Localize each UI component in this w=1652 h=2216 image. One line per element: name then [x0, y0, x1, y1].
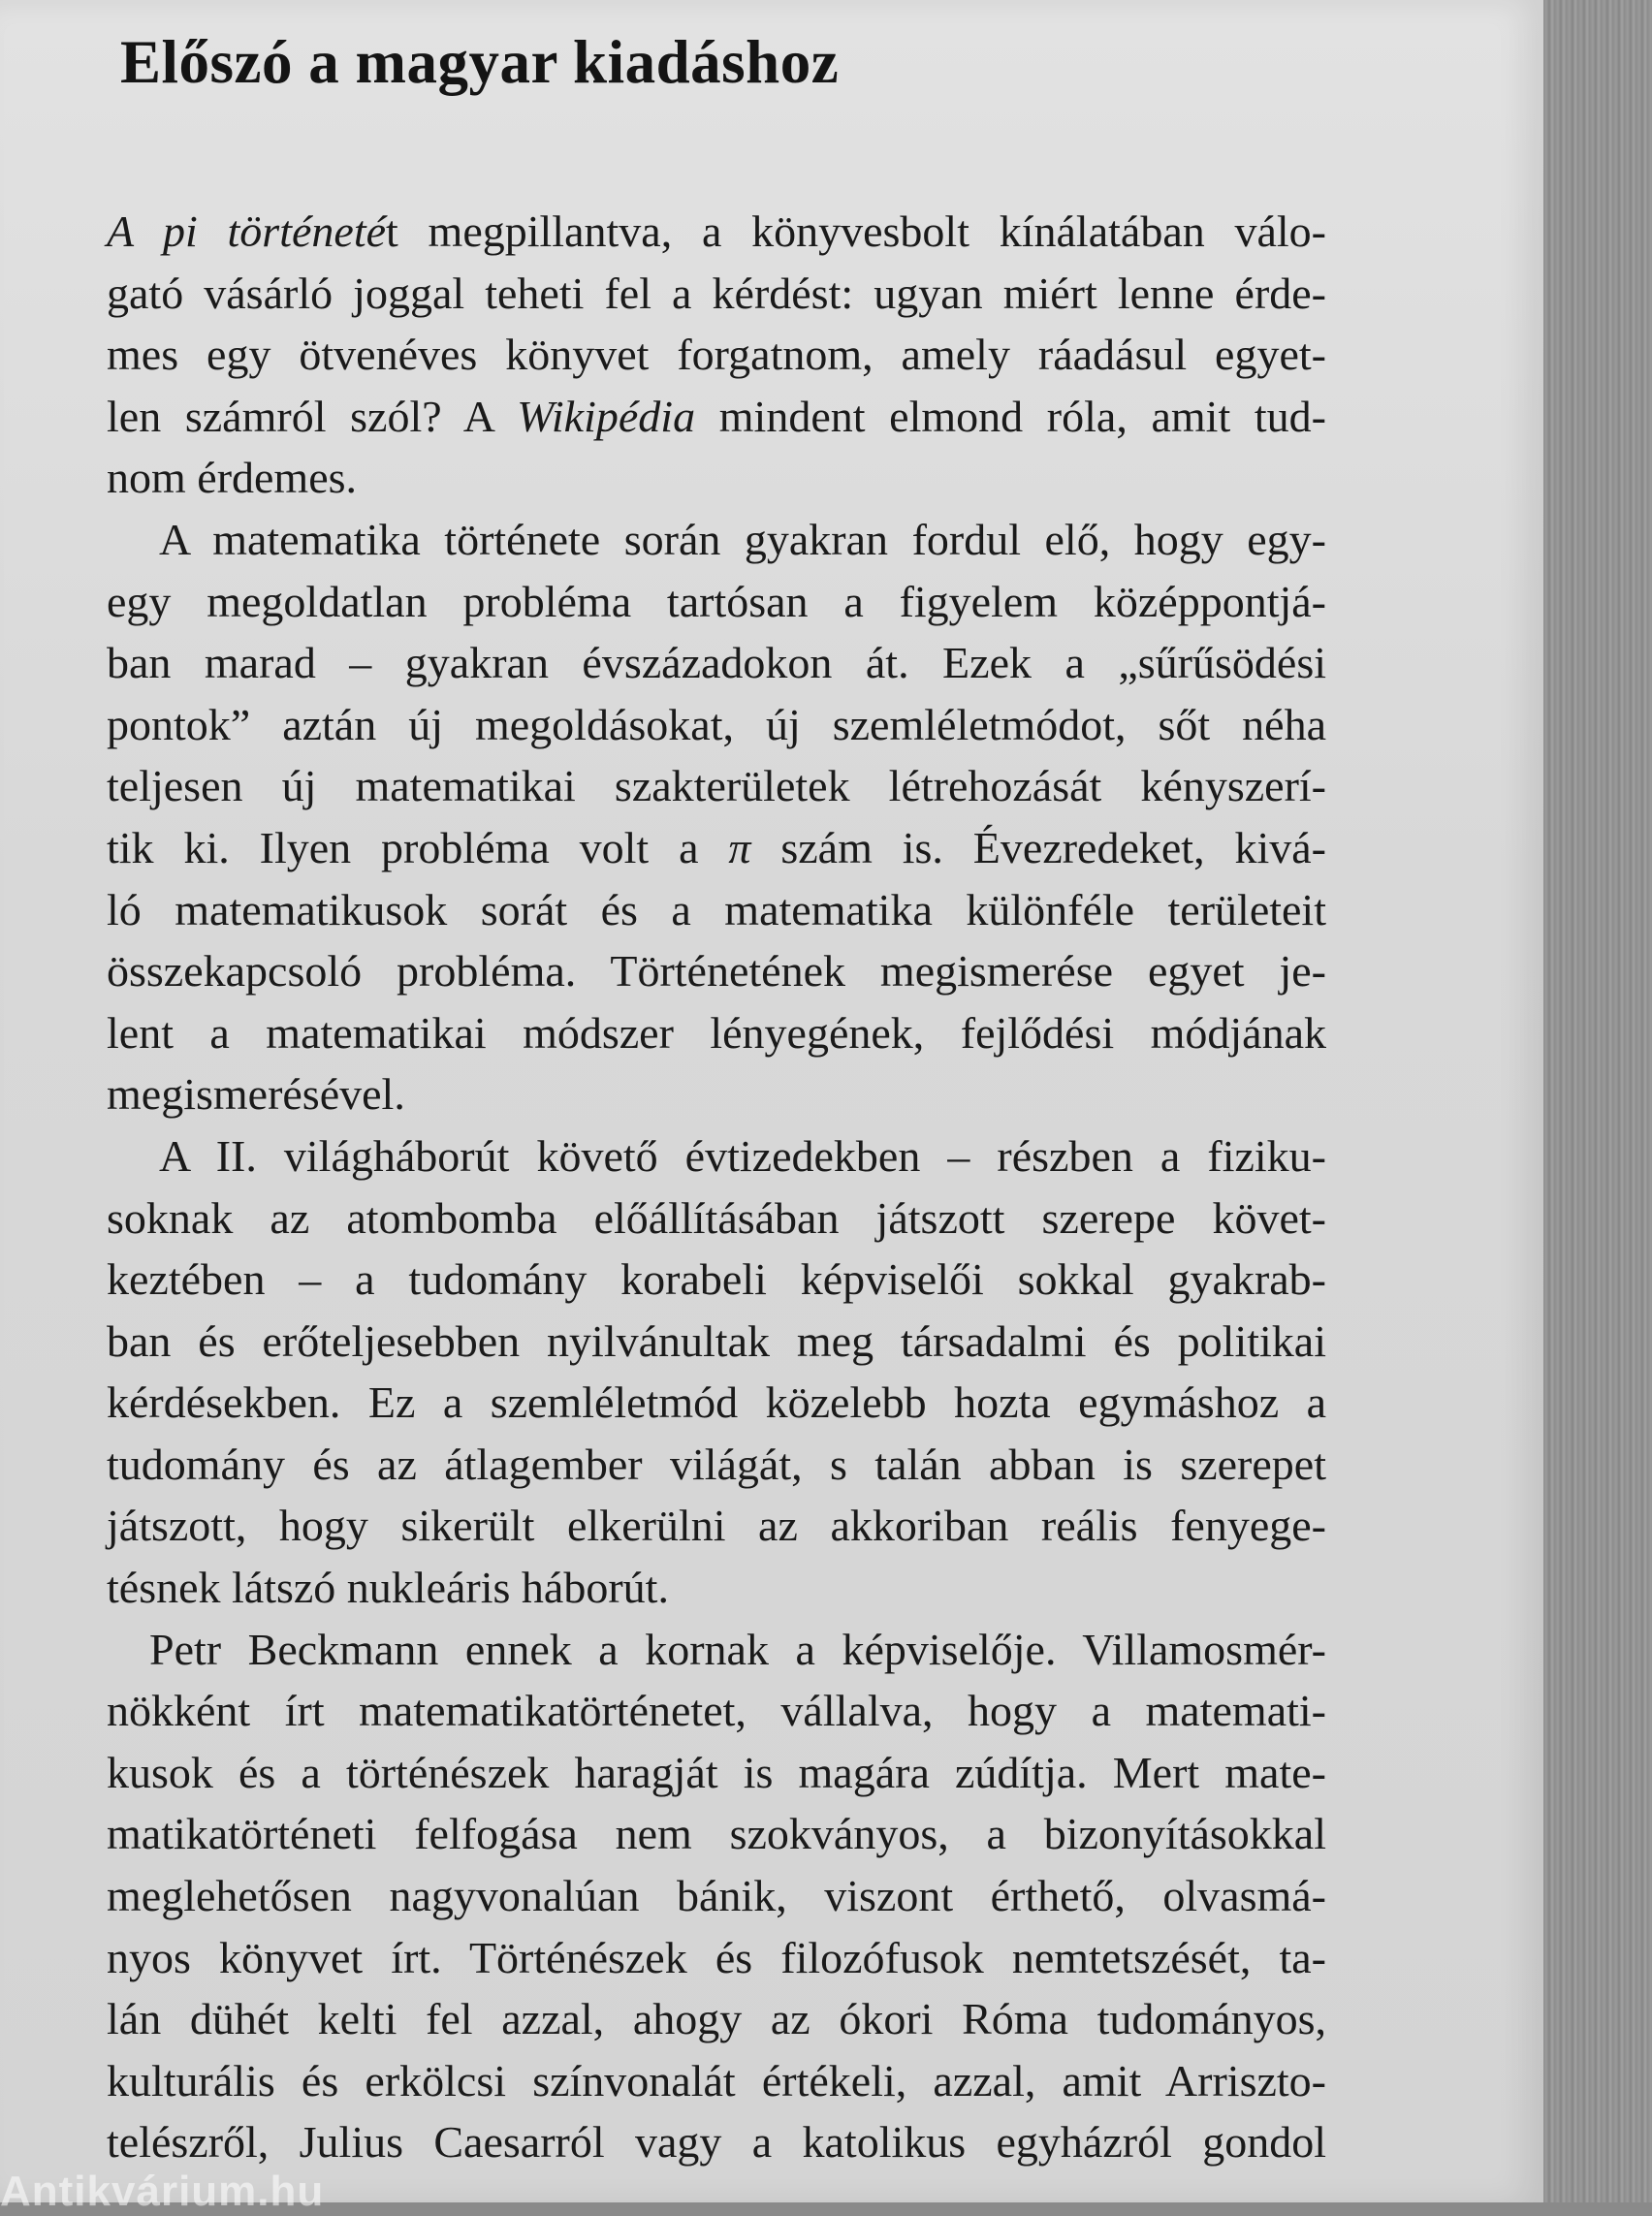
text-line: tudomány és az átlagember világát, s talán abban is szerepet	[107, 1439, 1326, 1489]
text-line: lent a matematikai módszer lényegének, fejlődési módjának	[107, 1007, 1326, 1058]
text-line: Petr Beckmann ennek a kornak a képviselője. Villamosmér-	[149, 1624, 1326, 1674]
page-stack-edge	[1543, 0, 1652, 2202]
text-line: nyos könyvet írt. Történészek és filozófusok nemtetszését, ta-	[107, 1932, 1326, 1982]
text-line: mes egy ötvenéves könyvet forgatnom, amely ráadásul egyet-	[107, 330, 1326, 380]
text-line: matikatörténeti felfogása nem szokványos, a bizonyításokkal	[107, 1809, 1326, 1859]
text-line: gató vásárló joggal teheti fel a kérdést: ugyan miért lenne érde-	[107, 268, 1326, 318]
text-line: len számról szól? A Wikipédia mindent elmond róla, amit tud-	[107, 391, 1326, 441]
text-line: ban marad – gyakran évszázadokon át. Ezek a „sűrűsödési	[107, 638, 1326, 688]
text-line: megismerésével.	[107, 1069, 405, 1120]
text-line: nom érdemes.	[107, 453, 358, 503]
body-text	[107, 201, 1326, 2173]
text-line: kulturális és erkölcsi színvonalát értékeli, azzal, amit Arriszto-	[107, 2055, 1326, 2105]
text-line: meglehetősen nagyvonalúan bánik, viszont érthető, olvasmá-	[107, 1871, 1326, 1921]
text-line: ban és erőteljesebben nyilvánultak meg társadalmi és politikai	[107, 1315, 1326, 1366]
watermark: Antikvárium.hu	[0, 2168, 325, 2215]
text-line: tésnek látszó nukleáris háborút.	[107, 1563, 669, 1613]
text-line: A matematika története során gyakran fordul elő, hogy egy-	[159, 514, 1326, 564]
text-line: játszott, hogy sikerült elkerülni az akkoriban reális fenyege-	[107, 1501, 1326, 1551]
text-line: keztében – a tudomány korabeli képviselői sokkal gyakrab-	[107, 1254, 1326, 1305]
text-line: kérdésekben. Ez a szemléletmód közelebb hozta egymáshoz a	[107, 1377, 1326, 1428]
text-line: telészről, Julius Caesarról vagy a katolikus egyházról gondol	[107, 2117, 1326, 2168]
text-line: nökként írt matematikatörténetet, vállalva, hogy a matemati-	[107, 1686, 1326, 1736]
text-line: összekapcsoló probléma. Történetének megismerése egyet je-	[107, 946, 1326, 997]
text-line: tik ki. Ilyen probléma volt a π szám is. Évezredeket, kivá-	[107, 822, 1326, 872]
text-line: kusok és a történészek haragját is magára zúdítja. Mert mate-	[107, 1747, 1326, 1797]
text-line: teljesen új matematikai szakterületek létrehozását kényszerí-	[107, 761, 1326, 811]
text-line: lán dühét kelti fel azzal, ahogy az ókori Róma tudományos,	[107, 1994, 1326, 2044]
text-line: pontok” aztán új megoldásokat, új szemléletmódot, sőt néha	[107, 699, 1326, 749]
text-line: ló matematikusok sorát és a matematika különféle területeit	[107, 884, 1326, 934]
text-line: egy megoldatlan probléma tartósan a figyelem középpontjá-	[107, 576, 1326, 626]
page-title: Előszó a magyar kiadáshoz	[120, 28, 840, 96]
text-line: A II. világháborút követő évtizedekben – részben a fiziku-	[159, 1130, 1326, 1181]
text-line: soknak az atombomba előállításában játszott szerepe követ-	[107, 1192, 1326, 1243]
text-line: A pi történetét megpillantva, a könyvesbolt kínálatában válo-	[107, 206, 1326, 256]
